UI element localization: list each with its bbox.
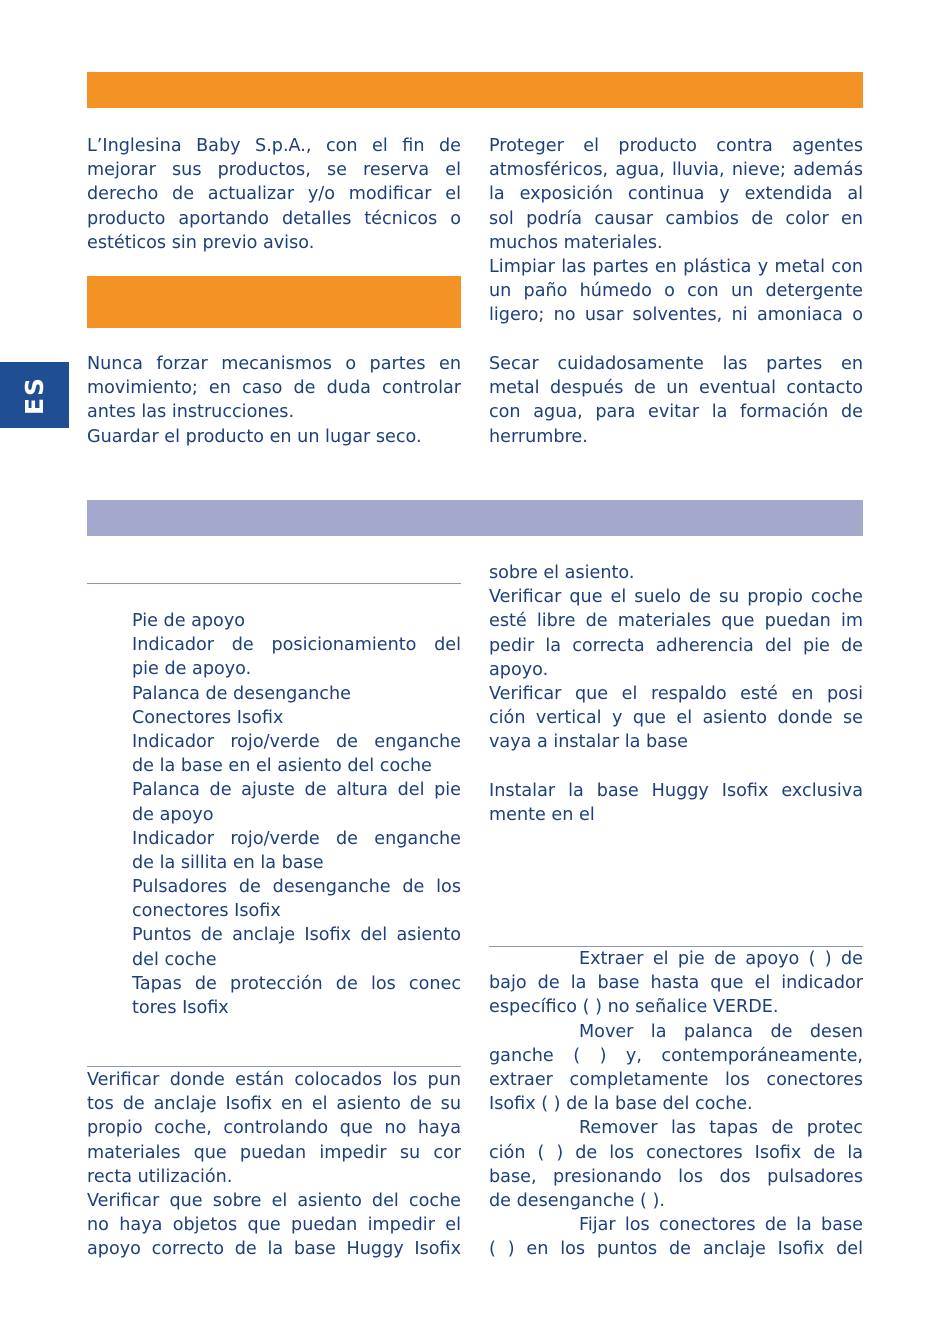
installation-steps	[489, 947, 863, 1261]
text-line: propio coche, controlando que no haya	[87, 1118, 461, 1139]
text-line: con agua, para evitar la formación de	[489, 402, 863, 423]
list-item: Palanca de desenganche	[132, 683, 351, 704]
text-line: Nunca forzar mecanismos o partes en	[87, 354, 461, 374]
step-line: base, presionando los dos pulsadores	[489, 1166, 863, 1187]
text-line: L’Inglesina Baby S.p.A., con el fin de	[87, 136, 461, 156]
step-line: extraer completamente los conectores	[489, 1069, 863, 1090]
text-line: movimiento; en caso de duda controlar	[87, 378, 461, 399]
step-line	[489, 1213, 863, 1237]
text-line: no haya objetos que puedan impedir el	[87, 1215, 461, 1236]
list-item: tores Isofix	[132, 998, 229, 1018]
text-line: metal después de un eventual contacto	[489, 378, 863, 399]
text-line: derecho de actualizar y/o modificar el	[87, 184, 461, 205]
divider-rule	[87, 583, 461, 584]
text-line: vaya a instalar la base	[489, 732, 688, 753]
step-line	[489, 947, 863, 971]
text-line: ción vertical y que el asiento donde se	[489, 708, 863, 729]
list-item: Conectores Isofix	[132, 707, 284, 728]
text-line: Proteger el producto contra agentes	[489, 136, 863, 156]
section-header-bar-installation	[87, 500, 863, 536]
list-item: Tapas de protección de los conec	[132, 973, 461, 994]
step-line: ción ( ) de los conectores Isofix de la	[489, 1142, 863, 1163]
intro-left-paragraph	[87, 134, 461, 255]
text-line: atmosféricos, agua, lluvia, nieve; además	[489, 160, 863, 181]
language-tab	[0, 362, 69, 428]
text-line: sol podría causar cambios de color en	[489, 208, 863, 229]
maintenance-right-paragraph	[489, 352, 863, 449]
text-line: antes las instrucciones.	[87, 402, 295, 423]
step-line: bajo de la base hasta que el indicador	[489, 973, 863, 994]
step-text: Mover la palanca de desen	[579, 1021, 863, 1042]
text-line: herrumbre.	[489, 426, 588, 447]
section-header-bar-maintenance	[87, 276, 461, 328]
list-item: Pie de apoyo	[132, 611, 246, 631]
step-indent	[489, 1213, 579, 1237]
list-item: conectores Isofix	[132, 901, 281, 922]
text-line: mente en el	[489, 804, 595, 825]
step-indent	[489, 1020, 579, 1044]
list-item: Indicador de posicionamiento del	[132, 635, 461, 656]
checks-right-paragraph	[489, 561, 863, 827]
text-line: materiales que puedan impedir su cor	[87, 1142, 461, 1163]
checks-left-paragraph	[87, 1068, 461, 1262]
text-line: ligero; no usar solventes, ni amoniaca o	[489, 305, 863, 326]
text-line: la exposición continua y extendida al	[489, 184, 863, 205]
text-line: Secar cuidadosamente las partes en	[489, 354, 863, 374]
text-line: Verificar que sobre el asiento del coche	[87, 1190, 461, 1211]
text-line: un paño húmedo o con un detergente	[489, 281, 863, 302]
text-line: Instalar la base Huggy Isofix exclusiva	[489, 780, 863, 801]
step-indent	[489, 947, 579, 971]
step-text: Remover las tapas de protec	[579, 1118, 863, 1139]
language-tab-label: ES	[20, 375, 49, 415]
text-line: producto aportando detalles técnicos o	[87, 208, 461, 229]
list-item: Puntos de anclaje Isofix del asiento	[132, 925, 461, 946]
divider-rule	[87, 1066, 461, 1067]
step-line: Isofix ( ) de la base del coche.	[489, 1094, 753, 1115]
intro-right-paragraph	[489, 134, 863, 328]
text-line: mejorar sus productos, se reserva el	[87, 160, 461, 181]
components-list	[87, 609, 461, 1020]
step-line	[489, 1116, 863, 1140]
text-line: Guardar el producto en un lugar seco.	[87, 426, 422, 447]
text-line: sobre el asiento.	[489, 563, 635, 583]
step-indent	[489, 1116, 579, 1140]
section-header-bar-top	[87, 72, 863, 108]
list-item: de apoyo	[132, 804, 214, 825]
text-line: estéticos sin previo aviso.	[87, 232, 315, 253]
text-line: recta utilización.	[87, 1166, 233, 1187]
text-line: tos de anclaje Isofix en el asiento de su	[87, 1094, 461, 1115]
step-line: ganche ( ) y, contemporáneamente,	[489, 1045, 863, 1066]
step-line	[489, 1020, 863, 1044]
step-text: Extraer el pie de apoyo ( ) de	[579, 949, 863, 969]
text-line: apoyo.	[489, 659, 549, 680]
text-line: Verificar que el respaldo esté en posi	[489, 683, 863, 704]
text-line: Limpiar las partes en plástica y metal con	[489, 256, 863, 277]
step-text: Fijar los conectores de la base	[579, 1215, 863, 1236]
text-line: muchos materiales.	[489, 232, 663, 253]
list-item: del coche	[132, 949, 217, 970]
text-line: Verificar que el suelo de su propio coche	[489, 587, 863, 608]
list-item: pie de apoyo.	[132, 659, 252, 680]
list-item: de la base en el asiento del coche	[132, 756, 432, 777]
list-item: Indicador rojo/verde de enganche	[132, 828, 461, 849]
list-item: Pulsadores de desenganche de los	[132, 877, 461, 898]
text-line	[489, 755, 863, 779]
maintenance-left-paragraph	[87, 352, 461, 449]
text-line: apoyo correcto de la base Huggy Isofix	[87, 1239, 461, 1260]
step-line: específico ( ) no señalice VERDE.	[489, 997, 779, 1018]
list-item: de la sillita en la base	[132, 852, 324, 873]
list-item: Palanca de ajuste de altura del pie	[132, 780, 461, 801]
step-line: ( ) en los puntos de anclaje Isofix del	[489, 1239, 863, 1260]
text-line: esté libre de materiales que puedan im	[489, 611, 863, 632]
text-line: Verificar donde están colocados los pun	[87, 1070, 461, 1090]
step-line: de desenganche ( ).	[489, 1190, 665, 1211]
text-line: pedir la correcta adherencia del pie de	[489, 635, 863, 656]
list-item: Indicador rojo/verde de enganche	[132, 731, 461, 752]
